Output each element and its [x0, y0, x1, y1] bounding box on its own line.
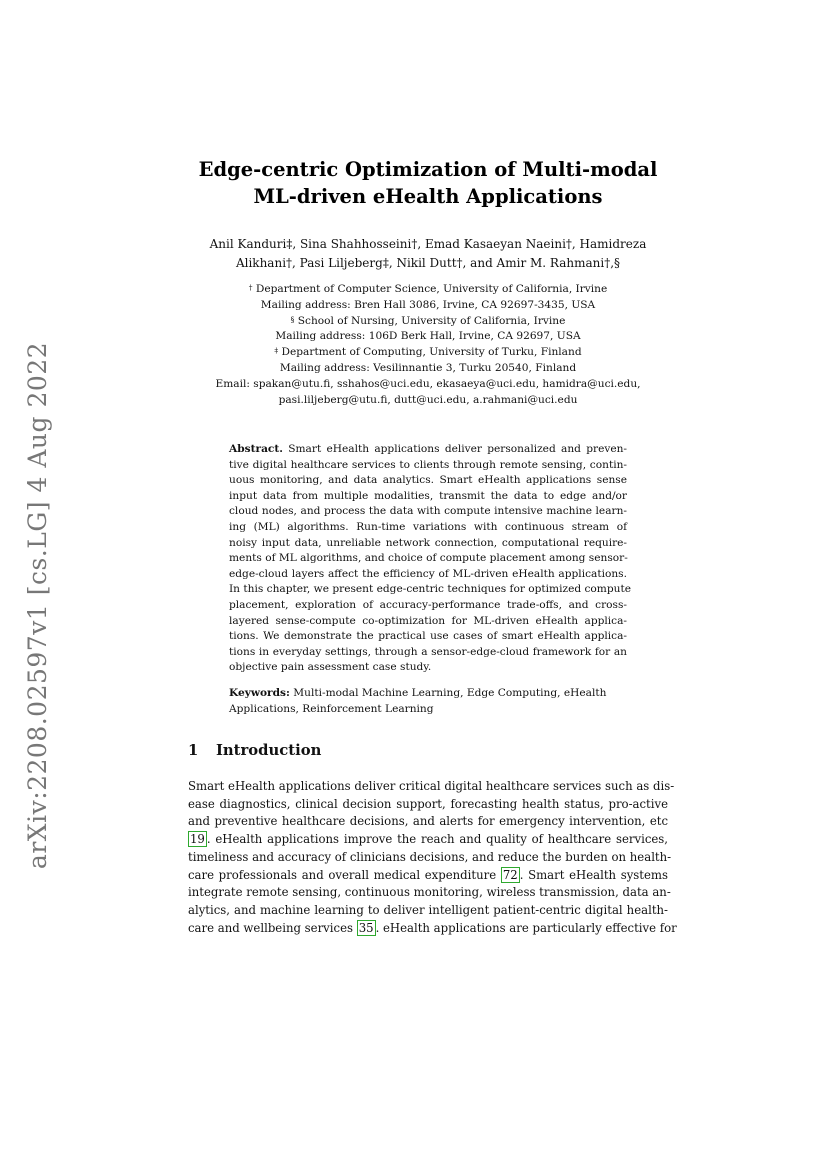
abstract-text: Smart eHealth applications deliver personalized and preven- — [282, 443, 627, 455]
keywords-text: Multi-modal Machine Learning, Edge Computing, eHealth — [289, 687, 607, 699]
arxiv-sidebar — [18, 341, 58, 869]
affiliation-2 — [180, 314, 676, 330]
affiliation-3-text: Department of Computing, University of Turku, Finland — [281, 346, 582, 359]
keywords-line-1 — [229, 686, 627, 702]
abstract-line: noisy input data, unreliable network connection, computational require- — [229, 536, 627, 549]
affiliations — [180, 282, 676, 408]
arxiv-identifier: arXiv:2208.02597v1 [cs.LG] 4 Aug 2022 — [23, 341, 53, 869]
keywords-line-2: Applications, Reinforcement Learning — [229, 702, 434, 715]
email-line-2: pasi.liljeberg@utu.fi, dutt@uci.edu, a.rahmani@uci.edu — [278, 393, 578, 406]
abstract-line — [229, 442, 627, 458]
paper-title — [150, 156, 706, 210]
affiliation-3 — [180, 345, 676, 361]
abstract-line: input data from multiple modalities, transmit the data to edge and/or — [229, 489, 627, 502]
body-line: integrate remote sensing, continuous monitoring, wireless transmission, data an- — [188, 885, 671, 900]
abstract-line: ing (ML) algorithms. Run-time variations with continuous stream of — [229, 520, 627, 533]
affiliation-mark-dagger: † — [248, 283, 253, 292]
abstract-label: Abstract. — [229, 443, 283, 455]
abstract — [229, 442, 631, 676]
citation-link[interactable]: 35 — [358, 920, 374, 935]
section-heading — [188, 742, 321, 759]
abstract-line: edge-cloud layers affect the efficiency of ML-driven eHealth applications. — [229, 567, 627, 580]
abstract-line: placement, exploration of accuracy-performance trade-offs, and cross- — [229, 598, 627, 611]
author-line-2: Alikhani†, Pasi Liljeberg‡, Nikil Dutt†, and Amir M. Rahmani†,§ — [235, 256, 621, 270]
body-line: timeliness and accuracy of clinicians decisions, and reduce the burden on health- — [188, 849, 672, 864]
body-line — [188, 831, 668, 849]
body-line-text: care professionals and overall medical expenditure — [188, 867, 501, 882]
affiliation-2-text: School of Nursing, University of California, Irvine — [297, 314, 566, 327]
abstract-line: In this chapter, we present edge-centric techniques for optimized compute — [229, 583, 631, 596]
body-line: ease diagnostics, clinical decision support, forecasting health status, pro-active — [188, 796, 668, 811]
keywords-label: Keywords: — [229, 687, 290, 699]
mailing-address-3: Mailing address: Vesilinnantie 3, Turku 20540, Finland — [279, 361, 577, 374]
body-line-text: . Smart eHealth systems — [519, 867, 669, 882]
abstract-line: uous monitoring, and data analytics. Smart eHealth applications sense — [229, 474, 627, 487]
abstract-line: tive digital healthcare services to clients through remote sensing, contin- — [229, 458, 627, 471]
abstract-line: layered sense-compute co-optimization for ML-driven eHealth applica- — [229, 614, 627, 627]
abstract-line: cloud nodes, and process the data with compute intensive machine learn- — [229, 505, 627, 518]
body-line-text: care and wellbeing services — [188, 920, 357, 935]
citation-link[interactable]: 72 — [502, 867, 518, 882]
body-line: alytics, and machine learning to deliver intelligent patient-centric digital health- — [188, 902, 668, 917]
body-line: Smart eHealth applications deliver critical digital healthcare services such as dis- — [188, 779, 675, 793]
title-line-1: Edge-centric Optimization of Multi-modal — [198, 158, 658, 181]
email-line-1: Email: spakan@utu.fi, sshahos@uci.edu, ekasaeya@uci.edu, hamidra@uci.edu, — [215, 377, 641, 390]
section-number: 1 — [188, 742, 199, 759]
body-line — [188, 867, 668, 885]
body-line-text: . eHealth applications improve the reach and quality of healthcare services, — [206, 832, 668, 847]
abstract-line: objective pain assessment case study. — [229, 661, 432, 674]
introduction-text — [188, 778, 677, 937]
mailing-address-2: Mailing address: 106D Berk Hall, Irvine, CA 92697, USA — [275, 330, 581, 343]
abstract-line: tions in everyday settings, through a sensor-edge-cloud framework for an — [229, 645, 627, 658]
abstract-line: tions. We demonstrate the practical use cases of smart eHealth applica- — [229, 630, 627, 643]
title-line-2: ML-driven eHealth Applications — [253, 185, 603, 208]
affiliation-mark-section: § — [290, 314, 295, 324]
body-line — [188, 920, 677, 938]
author-line-1: Anil Kanduri‡, Sina Shahhosseini†, Emad Kasaeyan Naeini†, Hamidreza — [209, 237, 647, 251]
affiliation-1-text: Department of Computer Science, University of California, Irvine — [255, 283, 608, 295]
body-line-text: . eHealth applications are particularly effective for — [375, 920, 677, 935]
author-list — [186, 235, 670, 273]
body-line: and preventive healthcare decisions, and alerts for emergency intervention, etc — [188, 814, 668, 829]
citation-link[interactable]: 19 — [190, 832, 205, 847]
keywords — [229, 686, 627, 717]
section-title: Introduction — [216, 742, 322, 759]
affiliation-1 — [180, 282, 676, 298]
abstract-line: ments of ML algorithms, and choice of compute placement among sensor- — [229, 552, 628, 565]
affiliation-mark-ddagger: ‡ — [274, 346, 279, 356]
mailing-address-1: Mailing address: Bren Hall 3086, Irvine, CA 92697-3435, USA — [260, 298, 596, 311]
